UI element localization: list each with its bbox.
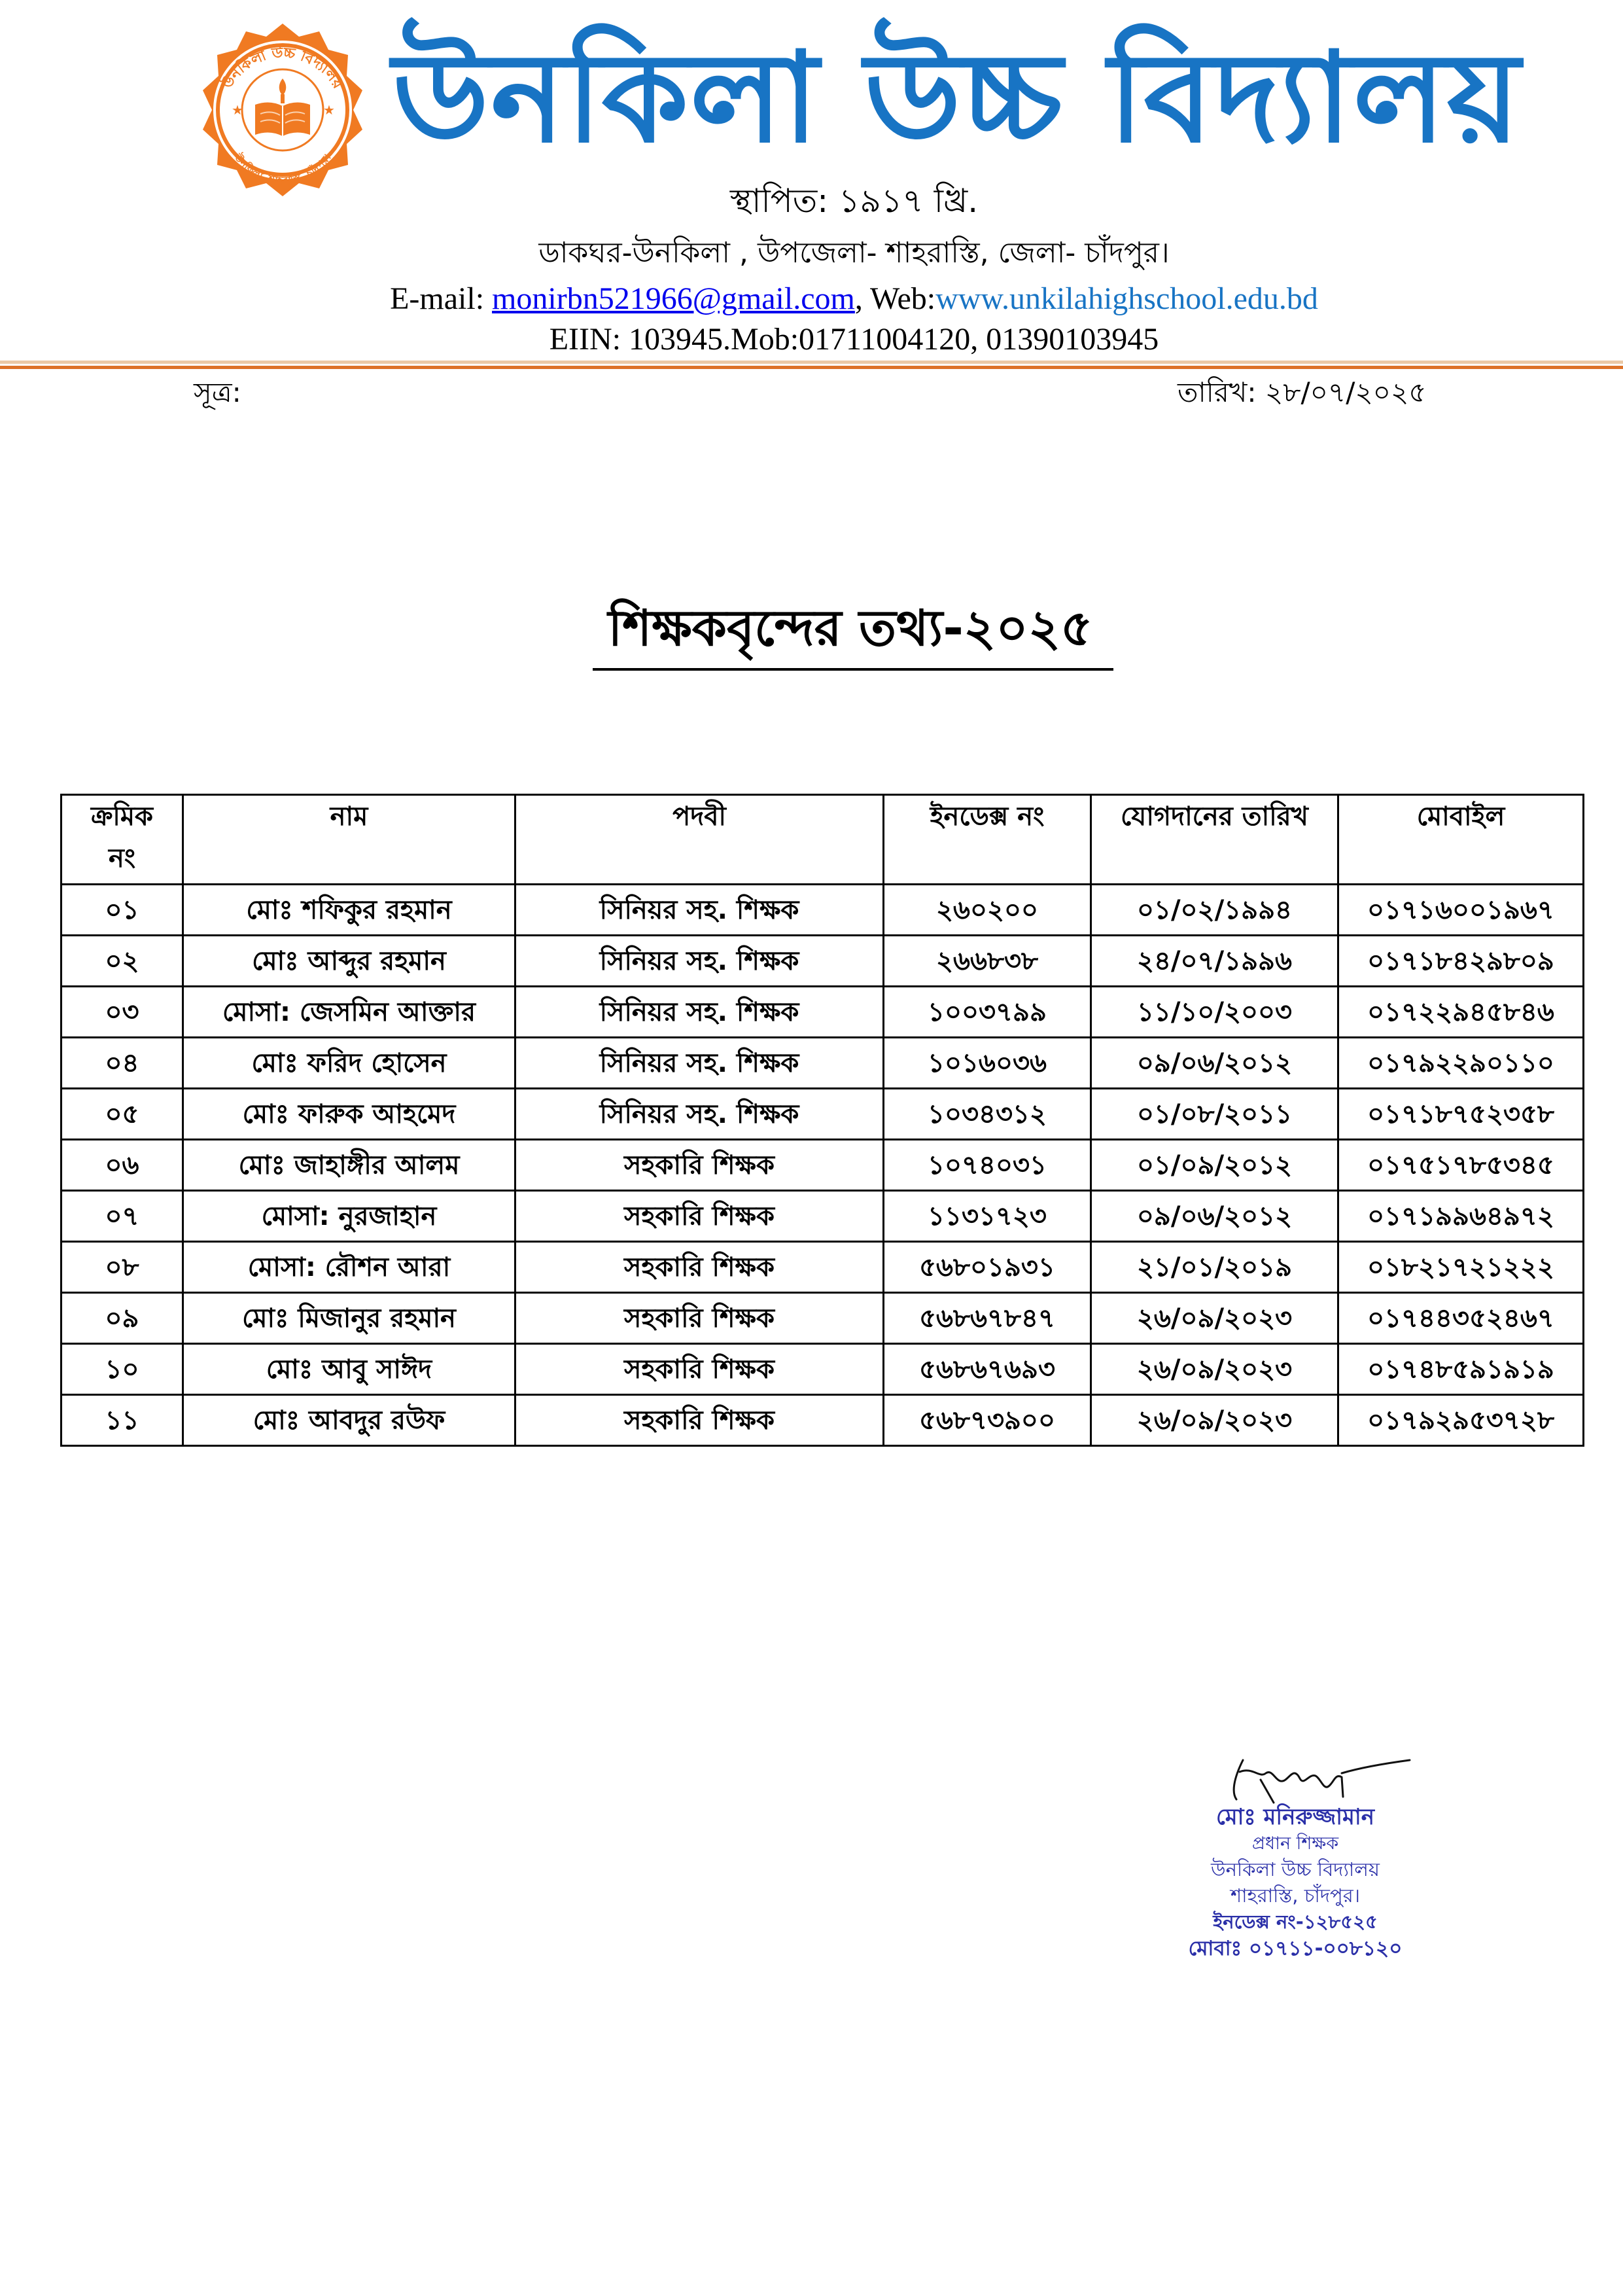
header-mobile: মোবাইল: [1338, 795, 1584, 885]
designation-cell: সহকারি শিক্ষক: [515, 1242, 884, 1293]
teachers-table: [60, 794, 1584, 1447]
joining-date-cell: ০৯/০৬/২০১২: [1091, 1038, 1338, 1089]
designation-cell: সিনিয়র সহ. শিক্ষক: [515, 1038, 884, 1089]
seal-school-name: উনকিলা উচ্চ বিদ্যালয়: [1211, 1858, 1380, 1881]
index-no-cell: ১০০৩৭৯৯: [884, 987, 1091, 1038]
table-row: [61, 1038, 1584, 1089]
table-row: [61, 1089, 1584, 1140]
joining-date-cell: ২৬/০৯/২০২৩: [1091, 1344, 1338, 1395]
name-cell: মোঃ জাহাঙ্গীর আলম: [183, 1140, 515, 1191]
serial-cell: ০৩: [61, 987, 183, 1038]
logo-bottom-text: উনকিলা, শাহরাস্তি, চাঁদপুর।: [232, 151, 334, 187]
table-row: [61, 987, 1584, 1038]
serial-cell: ০৯: [61, 1293, 183, 1344]
serial-cell: ০৮: [61, 1242, 183, 1293]
header-divider-thick: [0, 366, 1623, 369]
logo-star-icon: ★: [232, 102, 243, 118]
table-row: [61, 885, 1584, 936]
document-date: তারিখ: ২৮/০৭/২০২৫: [1178, 376, 1427, 408]
name-cell: মোঃ ফরিদ হোসেন: [183, 1038, 515, 1089]
index-no-cell: ১০১৬০৩৬: [884, 1038, 1091, 1089]
table-row: [61, 1344, 1584, 1395]
mobile-cell: ০১৭৯২৯৫৩৭২৮: [1338, 1395, 1584, 1446]
mobile-cell: ০১৭১৮৭৫২৩৫৮: [1338, 1089, 1584, 1140]
contact-line: [0, 280, 1623, 318]
serial-cell: ১০: [61, 1344, 183, 1395]
mobile-cell: ০১৭১৮৪২৯৮০৯: [1338, 936, 1584, 987]
postal-address: [0, 232, 1623, 275]
index-no-cell: ২৬০২০০: [884, 885, 1091, 936]
reference-label: সূত্র:: [194, 376, 241, 408]
address-text: ডাকঘর-উনকিলা , উপজেলা- শাহরাস্তি, জেলা- চাঁদপুর।: [538, 236, 1170, 270]
document-title: শিক্ষকবৃন্দের তথ্য-২০২৫: [608, 599, 1093, 657]
table-row: [61, 1191, 1584, 1242]
designation-cell: সিনিয়র সহ. শিক্ষক: [515, 936, 884, 987]
header-designation: পদবী: [515, 795, 884, 885]
mobile-cell: ০১৭৪৪৩৫২৪৬৭: [1338, 1293, 1584, 1344]
table-row: [61, 1395, 1584, 1446]
mobile-cell: ০১৭১৯৯৬৪৯৭২: [1338, 1191, 1584, 1242]
joining-date-cell: ২১/০১/২০১৯: [1091, 1242, 1338, 1293]
joining-date-cell: ০১/০২/১৯৯৪: [1091, 885, 1338, 936]
name-cell: মোঃ আবদুর রউফ: [183, 1395, 515, 1446]
name-cell: মোঃ ফারুক আহমেদ: [183, 1089, 515, 1140]
designation-cell: সহকারি শিক্ষক: [515, 1191, 884, 1242]
index-no-cell: ১০৭৪০৩১: [884, 1140, 1091, 1191]
joining-date-cell: ০৯/০৬/২০১২: [1091, 1191, 1338, 1242]
index-no-cell: ৫৬৮০১৯৩১: [884, 1242, 1091, 1293]
serial-cell: ০১: [61, 885, 183, 936]
title-underline: [593, 668, 1113, 671]
serial-cell: ০২: [61, 936, 183, 987]
name-cell: মোসা: জেসমিন আক্তার: [183, 987, 515, 1038]
serial-cell: ০৪: [61, 1038, 183, 1089]
header-joining-date: যোগদানের তারিখ: [1091, 795, 1338, 885]
mobile-cell: ০১৭২২৯৪৫৮৪৬: [1338, 987, 1584, 1038]
table-row: [61, 1140, 1584, 1191]
index-no-cell: ৫৬৮৭৩৯০০: [884, 1395, 1091, 1446]
eiin-text: EIIN: 103945.Mob:01711004120, 01390103945: [549, 322, 1159, 357]
designation-cell: সহকারি শিক্ষক: [515, 1344, 884, 1395]
logo-star-icon: ★: [323, 102, 335, 118]
name-cell: মোঃ আবু সাঈদ: [183, 1344, 515, 1395]
designation-cell: সহকারি শিক্ষক: [515, 1293, 884, 1344]
index-no-cell: ২৬৬৮৩৮: [884, 936, 1091, 987]
seal-mobile: মোবাঃ ০১৭১১-০০৮১২০: [1188, 1937, 1403, 1960]
logo-top-text: উনকিলা উচ্চ বিদ্যালয়: [219, 44, 346, 92]
serial-cell: ০৫: [61, 1089, 183, 1140]
seal-location: শাহরাস্তি, চাঁদপুর।: [1230, 1884, 1361, 1907]
joining-date-cell: ০১/০৮/২০১১: [1091, 1089, 1338, 1140]
website-link[interactable]: www.unkilahighschool.edu.bd: [935, 281, 1318, 316]
email-label: E-mail:: [390, 281, 493, 316]
index-no-cell: ১১৩১৭২৩: [884, 1191, 1091, 1242]
designation-cell: সিনিয়র সহ. শিক্ষক: [515, 1089, 884, 1140]
joining-date-cell: ২৬/০৯/২০২৩: [1091, 1395, 1338, 1446]
table-row: [61, 1293, 1584, 1344]
seal-index-no: ইনডেক্স নং-১২৮৫২৫: [1213, 1911, 1378, 1933]
email-link[interactable]: monirbn521966@gmail.com: [492, 281, 855, 316]
mobile-cell: ০১৭১৬০০১৯৬৭: [1338, 885, 1584, 936]
header-name: নাম: [183, 795, 515, 885]
joining-date-cell: ১১/১০/২০০৩: [1091, 987, 1338, 1038]
web-label: , Web:: [854, 281, 936, 316]
mobile-cell: ০১৮২১৭২১২২২: [1338, 1242, 1584, 1293]
joining-date-cell: ২৪/০৭/১৯৯৬: [1091, 936, 1338, 987]
headmaster-seal: [1138, 1803, 1452, 1962]
joining-date-cell: ২৬/০৯/২০২৩: [1091, 1293, 1338, 1344]
mobile-cell: ০১৭৯২২৯০১১০: [1338, 1038, 1584, 1089]
index-no-cell: ৫৬৮৬৭৬৯৩: [884, 1344, 1091, 1395]
name-cell: মোসা: নুরজাহান: [183, 1191, 515, 1242]
eiin-mobile-line: [0, 321, 1623, 359]
mobile-cell: ০১৭৫১৭৮৫৩৪৫: [1338, 1140, 1584, 1191]
serial-cell: ০৭: [61, 1191, 183, 1242]
name-cell: মোঃ মিজানুর রহমান: [183, 1293, 515, 1344]
serial-cell: ০৬: [61, 1140, 183, 1191]
table-row: [61, 1242, 1584, 1293]
name-cell: মোসা: রৌশন আরা: [183, 1242, 515, 1293]
index-no-cell: ১০৩৪৩১২: [884, 1089, 1091, 1140]
designation-cell: সহকারি শিক্ষক: [515, 1395, 884, 1446]
joining-date-cell: ০১/০৯/২০১২: [1091, 1140, 1338, 1191]
index-no-cell: ৫৬৮৬৭৮৪৭: [884, 1293, 1091, 1344]
designation-cell: সিনিয়র সহ. শিক্ষক: [515, 885, 884, 936]
serial-cell: ১১: [61, 1395, 183, 1446]
table-header-row: [61, 795, 1584, 885]
header-serial: ক্রমিক নং: [61, 795, 183, 885]
designation-cell: সিনিয়র সহ. শিক্ষক: [515, 987, 884, 1038]
header-divider-thin: [0, 361, 1623, 364]
header-index-no: ইনডেক্স নং: [884, 795, 1091, 885]
headmaster-name: মোঃ মনিরুজ্জামান: [1215, 1804, 1375, 1830]
school-name: উনকিলা উচ্চ বিদ্যালয়: [393, 26, 1522, 170]
table-row: [61, 936, 1584, 987]
established-year: [0, 178, 1623, 224]
name-cell: মোঃ শফিকুর রহমান: [183, 885, 515, 936]
headmaster-designation: প্রধান শিক্ষক: [1251, 1833, 1339, 1854]
mobile-cell: ০১৭৪৮৫৯১৯১৯: [1338, 1344, 1584, 1395]
name-cell: মোঃ আব্দুর রহমান: [183, 936, 515, 987]
established-text: স্থাপিত: ১৯১৭ খ্রি.: [729, 182, 979, 220]
designation-cell: সহকারি শিক্ষক: [515, 1140, 884, 1191]
